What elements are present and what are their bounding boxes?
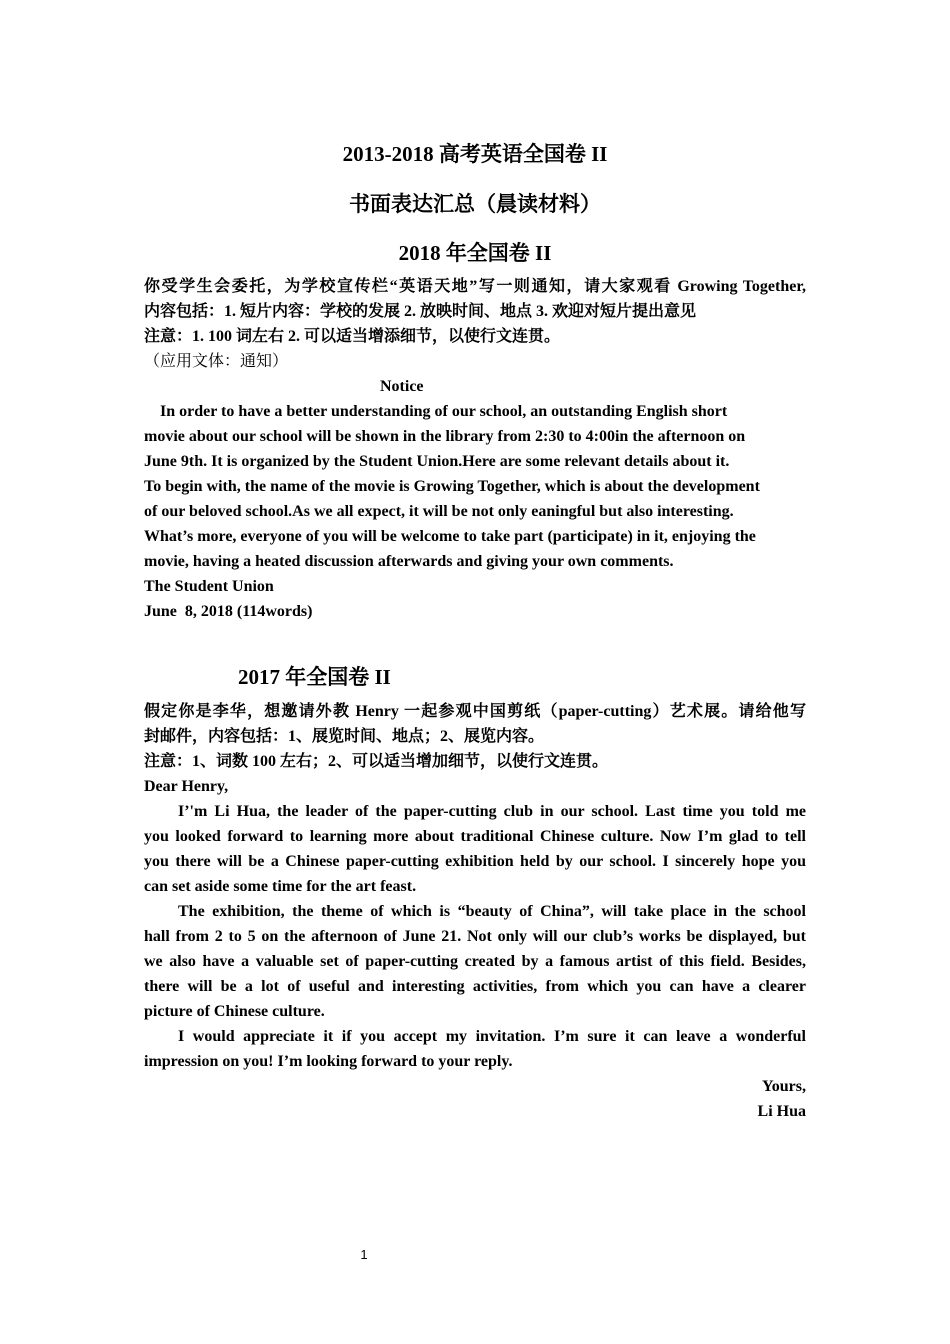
notice-body-line: What’s more, everyone of you will be welcome to take part (participate) in it, enjoying the (144, 528, 756, 545)
letter-line: hall from 2 to 5 on the afternoon of June 21. Not only will our club’s works be displayed, but (144, 928, 806, 945)
letter-closing: Yours, (761, 1078, 806, 1095)
notice-body-line: In order to have a better understanding of our school, an outstanding English short (144, 403, 728, 420)
notice-body-line: To begin with, the name of the movie is Growing Together, which is about the development (144, 478, 760, 495)
notice-body-line: movie about our school will be shown in the library from 2:30 to 4:00in the afternoon on (144, 428, 746, 445)
notice-date: June 8, 2018 (114words) (144, 603, 313, 620)
subtitle: 书面表达汇总（晨读材料） (349, 192, 601, 216)
letter-salutation: Dear Henry, (144, 778, 229, 795)
notice-signature: The Student Union (144, 578, 274, 595)
letter-line: impression on you! I’m looking forward to your reply. (144, 1053, 513, 1070)
task-2018-line: 内容包括：1. 短片内容：学校的发展 2. 放映时间、地点 3. 欢迎对短片提出意见 (144, 303, 697, 320)
section-title-2017: 2017 年全国卷 II (238, 665, 391, 689)
letter-line: you looked forward to learning more about traditional Chinese culture. Now I’m glad to tell (144, 828, 806, 845)
letter-line: there will be a lot of useful and interesting activities, from which you can have a clearer (144, 978, 806, 995)
main-title: 2013-2018 高考英语全国卷 II (342, 142, 608, 166)
letter-line: I’'m Li Hua, the leader of the paper-cutting club in our school. Last time you told me (178, 803, 806, 820)
letter-signature: Li Hua (757, 1103, 806, 1120)
notice-body-line: of our beloved school.As we all expect, it will be not only eaningful but also interesting. (144, 503, 734, 520)
letter-line: The exhibition, the theme of which is “beauty of China”, will take place in the school (178, 903, 806, 920)
letter-line: you there will be a Chinese paper-cutting exhibition held by our school. I sincerely hope you (144, 853, 806, 870)
task-2018-line: 注意：1. 100 词左右 2. 可以适当增添细节，以使行文连贯。 (144, 328, 561, 345)
notice-title: Notice (380, 378, 424, 395)
task-2018-line: （应用文体：通知） (144, 353, 289, 370)
page-number: 1 (360, 1247, 368, 1262)
task-2017-line: 假定你是李华，想邀请外教 Henry 一起参观中国剪纸（paper-cutting）艺术展。请给他写 (144, 703, 806, 720)
notice-body-line: movie, having a heated discussion afterwards and giving your own comments. (144, 553, 674, 570)
notice-body-line: June 9th. It is organized by the Student Union.Here are some relevant details about it. (144, 453, 730, 470)
task-2018-line: 你受学生会委托，为学校宣传栏“英语天地”写一则通知，请大家观看 Growing Together, (144, 278, 806, 295)
letter-line: can set aside some time for the art feast. (144, 878, 417, 895)
task-2017-line: 注意：1、词数 100 左右；2、可以适当增加细节，以使行文连贯。 (144, 753, 609, 770)
letter-line: we also have a valuable set of paper-cutting created by a famous artist of this field. Besides, (144, 953, 806, 970)
section-title-2018: 2018 年全国卷 II (398, 241, 552, 265)
letter-line: picture of Chinese culture. (144, 1003, 325, 1020)
letter-line: I would appreciate it if you accept my invitation. I’m sure it can leave a wonderful (178, 1028, 806, 1045)
task-2017-line: 封邮件，内容包括：1、展览时间、地点；2、展览内容。 (144, 728, 545, 745)
